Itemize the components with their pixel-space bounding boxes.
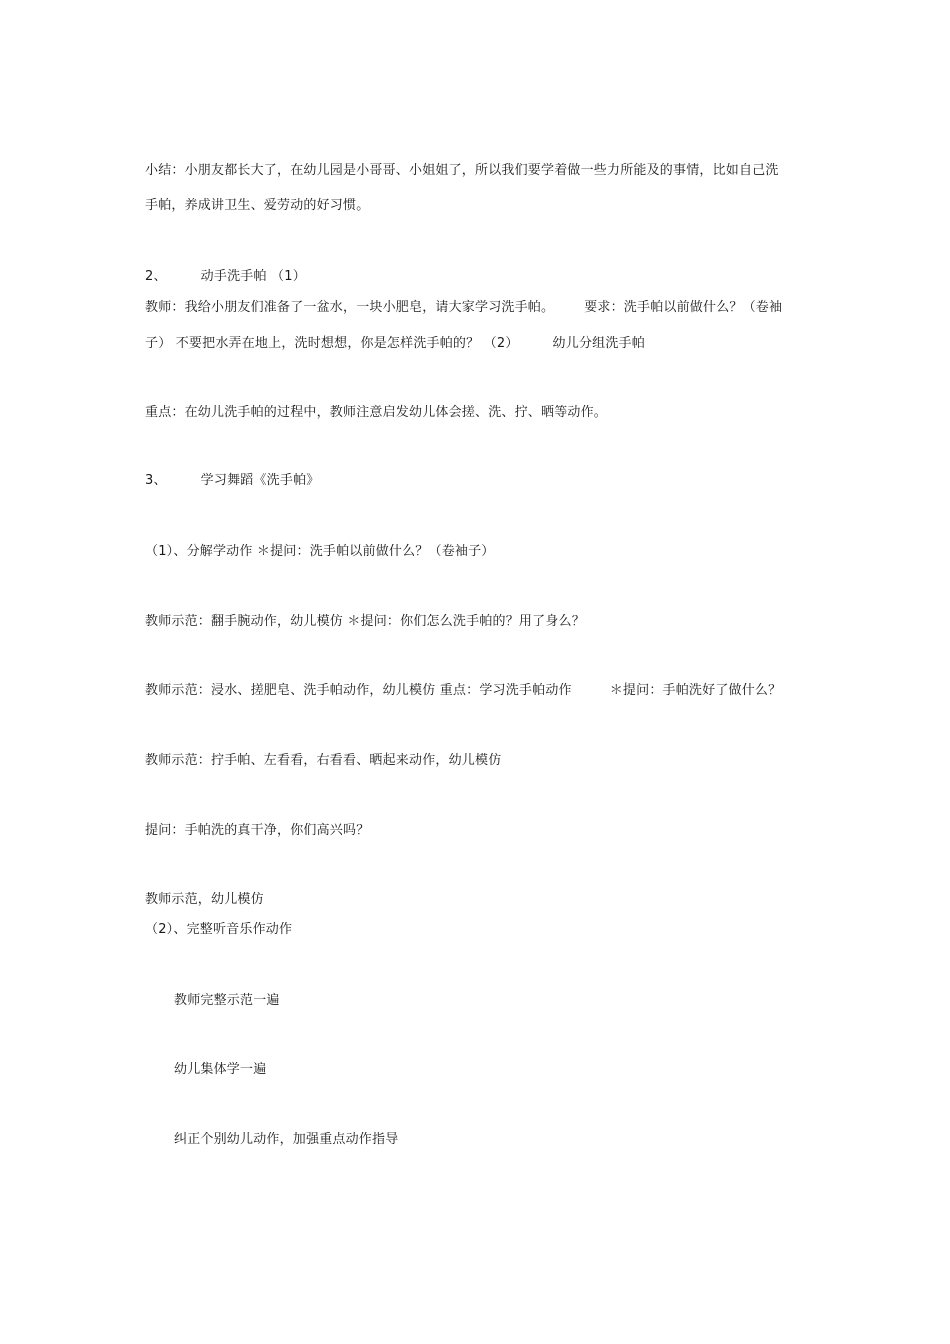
section-3-line-5: 提问：手帕洗的真干净，你们高兴吗？ [145,823,370,838]
summary-line-2: 手帕，养成讲卫生、爱劳动的好习惯。 [145,198,370,213]
section-2-key-point: 重点：在幼儿洗手帕的过程中，教师注意启发幼儿体会搓、洗、拧、晒等动作。 [145,405,608,420]
section-3-line-1: （1）、分解学动作 ＊提问：洗手帕以前做什么？（卷袖子） [145,544,495,559]
section-3-title: 学习舞蹈《洗手帕》 [200,473,320,488]
section-3-indent-3: 纠正个别幼儿动作，加强重点动作指导 [174,1132,399,1147]
section-2-sub-1: （1） [271,269,306,284]
section-3-line-3-a: 教师示范：浸水、搓肥皂、洗手帕动作，幼儿模仿 重点：学习洗手帕动作 [145,683,572,698]
summary-line-1: 小结：小朋友都长大了，在幼儿园是小哥哥、小姐姐了，所以我们要学着做一些力所能及的事情，比如自己洗 [145,163,779,178]
section-3-line-6: 教师示范，幼儿模仿 [145,892,264,907]
section-2-teacher-text: 教师：我给小朋友们准备了一盆水，一块小肥皂，请大家学习洗手帕。 [145,300,555,315]
section-3-line-2: 教师示范：翻手腕动作，幼儿模仿 ＊提问：你们怎么洗手帕的？用了身么？ [145,614,585,629]
section-2-title: 动手洗手帕 [200,269,267,284]
section-2-heading [145,269,306,285]
section-2-requirement-line [145,336,645,352]
section-2-number: 2、 [145,269,167,284]
section-2-teacher-line [145,300,782,316]
section-2-requirement-text: 要求：洗手帕以前做什么？（卷袖 [584,300,783,315]
section-2-requirement-cont: 子） 不要把水弄在地上，洗时想想，你是怎样洗手帕的？ （2） [145,336,519,351]
section-3-line-3-b: ＊提问：手帕洗好了做什么？ [609,683,782,698]
section-3-number: 3、 [145,473,167,488]
section-3-indent-2: 幼儿集体学一遍 [174,1062,267,1077]
section-3-heading [145,473,319,489]
section-2-group-text: 幼儿分组洗手帕 [552,336,645,351]
section-3-indent-1: 教师完整示范一遍 [174,993,280,1008]
section-3-line-7: （2）、完整听音乐作动作 [145,922,293,937]
section-3-line-4: 教师示范：拧手帕、左看看，右看看、晒起来动作，幼儿模仿 [145,753,502,768]
section-3-line-3 [145,683,781,699]
